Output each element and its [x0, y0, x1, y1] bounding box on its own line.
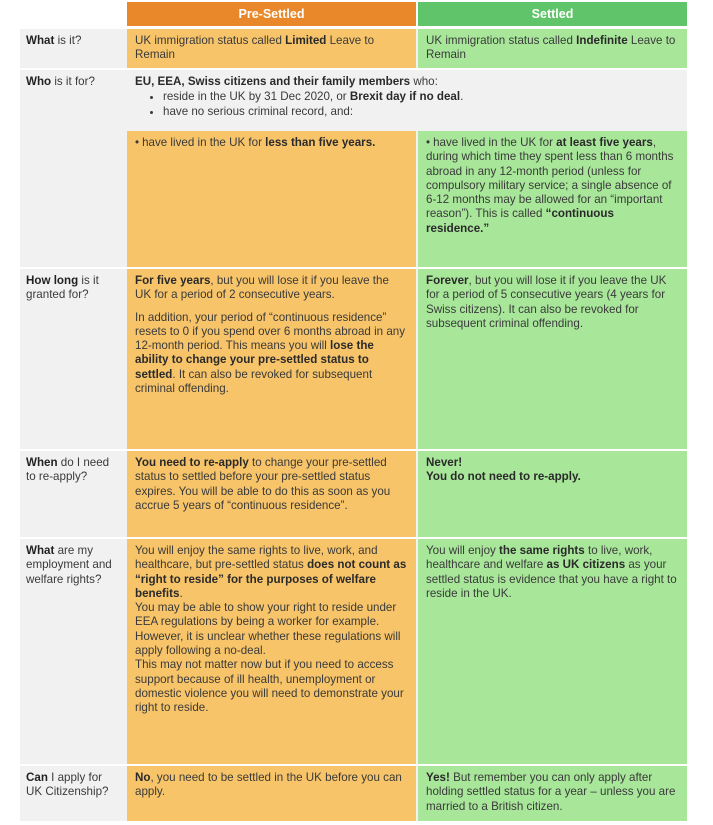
pre-settled-how-long-cell: For five years, but you will lose it if you leave the UK for a period of 2 consecutive years. In addition, your period of “continuous residence” resets to 0 if you spend over 6 months abroad in any 12-month period. This means you will lose the ability to change your pre-settled status to settled. It can also be revoked for subsequent criminal offending.	[127, 269, 416, 449]
settled-how-long-cell: Forever, but you will lose it if you leave the UK for a period of 5 consecutive years (4 years for Swiss citizens). It can also be revoked for subsequent criminal offending.	[418, 269, 687, 449]
pre-settled-who-cell: • have lived in the UK for less than five years.	[127, 131, 416, 267]
pre-settled-citizenship-cell: No, you need to be settled in the UK before you can apply.	[127, 766, 416, 821]
pre-settled-header: Pre-Settled	[127, 2, 416, 26]
settled-what-cell: UK immigration status called Indefinite Leave to Remain	[418, 29, 687, 68]
settled-rights-cell: You will enjoy the same rights to live, work, healthcare and welfare as UK citizens as your settled status is evidence that you have a right to reside in the UK.	[418, 539, 687, 764]
settled-when-cell: Never! You do not need to re-apply.	[418, 451, 687, 537]
pre-settled-what-cell: UK immigration status called Limited Leave to Remain	[127, 29, 416, 68]
pre-settled-when-cell: You need to re-apply to change your pre-settled status to settled before your pre-settled status expires. You will be able to do this as soon as you accrue 5 years of “continuous residence”.	[127, 451, 416, 537]
eligibility-item-criminal-record: • have no serious criminal record, and:	[163, 105, 679, 119]
who-eligibility-intro: EU, EEA, Swiss citizens and their family members who: • reside in the UK by 31 Dec 2020, or Brexit day if no deal. • have no serious criminal record, and:	[127, 70, 687, 128]
settled-header: Settled	[418, 2, 687, 26]
question-how-long: How long is it granted for?	[26, 274, 99, 302]
question-employment-welfare-rights: What are my employment and welfare rights?	[26, 544, 112, 586]
settled-citizenship-cell: Yes! But remember you can only apply after holding settled status for a year – unless you are married to a British citizen.	[418, 766, 687, 821]
question-uk-citizenship: Can I apply for UK Citizenship?	[26, 771, 109, 799]
eligibility-list	[135, 90, 679, 119]
eligibility-item-residence: • reside in the UK by 31 Dec 2020, or Brexit day if no deal.	[163, 90, 679, 104]
pre-settled-rights-cell: You will enjoy the same rights to live, work, and healthcare, but pre-settled status does not count as “right to reside” for the purposes of welfare benefits. You may be able to show your right to reside under EEA regulations by being a worker for example. However, it is unclear whether these regulations will apply following a no-deal. This may not matter now but if you need to access support because of ill health, unemployment or domestic violence you will need to demonstrate your right to reside.	[127, 539, 416, 764]
question-what-is-it: What is it?	[26, 34, 82, 47]
settled-who-cell: • have lived in the UK for at least five years, during which time they spent less than 6 months abroad in any 12-month period (unless for compulsory military service; a single absence of 6-12 months may be allowed for an “important reason”). This is called “continuous residence.”	[418, 131, 687, 267]
question-when-reapply: When do I need to re-apply?	[26, 456, 110, 484]
question-who-is-it-for: Who is it for?	[26, 75, 95, 88]
